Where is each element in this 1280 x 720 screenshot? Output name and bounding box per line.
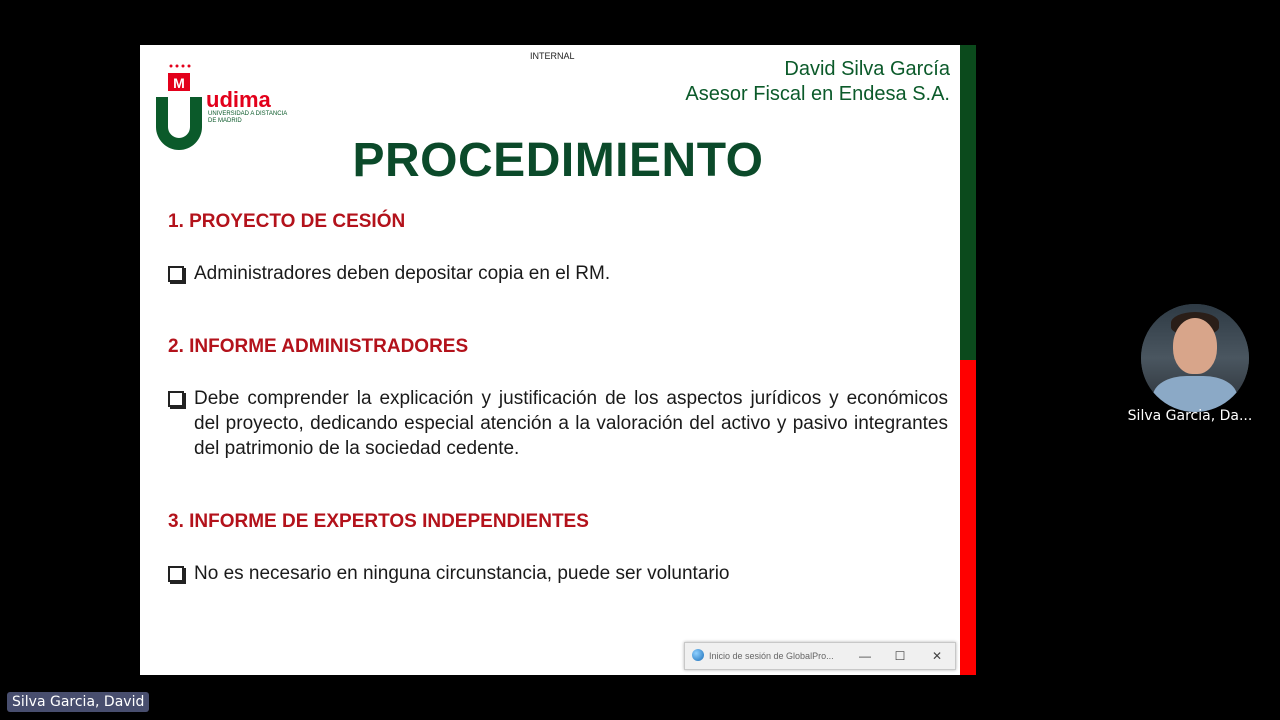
presenter-name: David Silva García <box>784 58 950 80</box>
checkbox-bullet-icon <box>168 566 184 582</box>
logo-wordmark: udima <box>206 87 271 112</box>
login-notification-window[interactable] <box>684 642 956 670</box>
presenter-info <box>685 57 950 107</box>
slide-accent-red <box>960 360 976 675</box>
minimize-button[interactable]: — <box>859 649 871 663</box>
checkbox-bullet-icon <box>168 266 184 282</box>
maximize-button[interactable]: ☐ <box>894 649 906 663</box>
bullet-item-3: No es necesario en ninguna circunstancia, puede ser voluntario <box>168 561 948 586</box>
participant-video-avatar[interactable] <box>1141 304 1249 412</box>
participant-video-name: Silva Garcia, Da... <box>1127 408 1253 424</box>
section-heading-1: 1. PROYECTO DE CESIÓN <box>168 211 406 232</box>
internal-label: INTERNAL <box>530 51 575 61</box>
participant-name-tag: Silva Garcia, David <box>7 692 149 712</box>
bullet-item-2: Debe comprender la explicación y justificación de los aspectos jurídicos y económicos del proyecto, dedicando especial atención a la valoración del activo y pasivo integrantes del patrimonio de la sociedad cedente. <box>168 386 948 461</box>
section-heading-3: 3. INFORME DE EXPERTOS INDEPENDIENTES <box>168 511 589 532</box>
checkbox-bullet-icon <box>168 391 184 407</box>
bullet-item-1: Administradores deben depositar copia en el RM. <box>168 261 948 286</box>
globe-icon <box>692 649 704 661</box>
logo-letter-m: M <box>173 75 185 91</box>
logo-subtitle: UNIVERSIDAD A DISTANCIA DE MADRID <box>208 111 288 124</box>
notification-text: Inicio de sesión de GlobalPro... <box>709 651 834 661</box>
slide-title: PROCEDIMIENTO <box>352 134 764 187</box>
section-heading-2: 2. INFORME ADMINISTRADORES <box>168 336 469 357</box>
slide-accent-green <box>960 45 976 360</box>
presenter-role: Asesor Fiscal en Endesa S.A. <box>685 83 950 105</box>
shared-slide <box>140 45 960 675</box>
close-button[interactable]: ✕ <box>931 649 943 663</box>
